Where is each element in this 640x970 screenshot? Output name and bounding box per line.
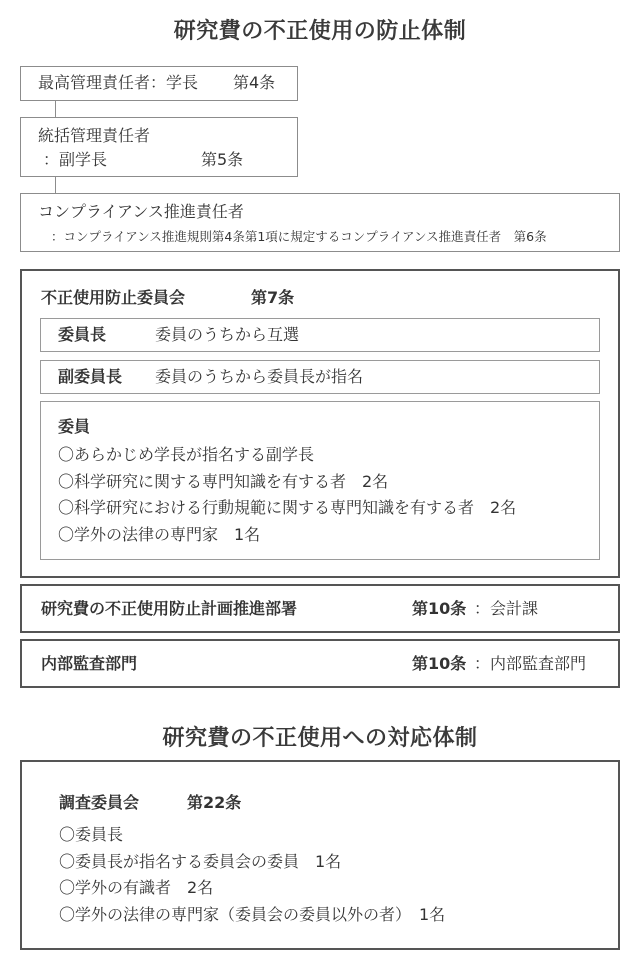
committee-name: 不正使用防止委員会 — [41, 288, 186, 307]
compliance-officer-box — [20, 193, 620, 252]
general-manager-article: 第5条 — [201, 150, 244, 169]
chair-desc: 委員のうちから互選 — [155, 325, 300, 344]
audit-dept-box — [20, 639, 620, 688]
investigation-member-item: 〇委員長 — [59, 825, 124, 844]
promotion-dept-assignee: ：会計課 — [474, 599, 539, 618]
general-manager-box — [20, 117, 298, 177]
member-item: 〇科学研究における行動規範に関する専門知識を有する者 2名 — [58, 498, 517, 517]
chief-officer-box — [20, 66, 298, 101]
audit-dept-assignee: ：内部監査部門 — [474, 654, 587, 673]
section1-title: 研究費の不正使用の防止体制 — [173, 19, 467, 44]
chair-role: 委員長 — [58, 325, 107, 344]
promotion-dept-box — [20, 584, 620, 633]
chief-officer-role: 最高管理責任者：学長 — [38, 73, 199, 92]
investigation-committee-article: 第22条 — [187, 793, 242, 812]
members-heading: 委員 — [58, 417, 91, 436]
investigation-committee-box — [20, 760, 620, 950]
vice-chair-desc: 委員のうちから委員長が指名 — [155, 367, 364, 386]
compliance-officer-role: コンプライアンス推進責任者 — [38, 202, 244, 221]
promotion-dept-article: 第10条 — [412, 599, 467, 618]
member-item: 〇あらかじめ学長が指名する副学長 — [58, 445, 315, 464]
section2-title: 研究費の不正使用への対応体制 — [162, 726, 478, 751]
vice-chair-box — [40, 360, 600, 394]
chief-officer-article: 第4条 — [233, 73, 276, 92]
compliance-officer-holder: ：コンプライアンス推進規則第4条第1項に規定するコンプライアンス推進責任者 第6条 — [51, 229, 547, 244]
vice-chair-role: 副委員長 — [58, 367, 123, 386]
investigation-member-item: 〇学外の有識者 2名 — [59, 878, 214, 897]
general-manager-role: 統括管理責任者 — [38, 126, 151, 145]
investigation-member-item: 〇学外の法律の専門家（委員会の委員以外の者） 1名 — [59, 905, 446, 924]
general-manager-holder: ：副学長 — [43, 150, 108, 169]
member-item: 〇科学研究に関する専門知識を有する者 2名 — [58, 472, 389, 491]
connector-line — [55, 101, 56, 117]
investigation-committee-name: 調査委員会 — [59, 793, 140, 812]
member-item: 〇学外の法律の専門家 1名 — [58, 525, 261, 544]
prevention-committee-box — [20, 269, 620, 578]
audit-dept-article: 第10条 — [412, 654, 467, 673]
promotion-dept-name: 研究費の不正使用防止計画推進部署 — [41, 599, 298, 618]
audit-dept-name: 内部監査部門 — [41, 654, 138, 673]
investigation-member-item: 〇委員長が指名する委員会の委員 1名 — [59, 852, 342, 871]
connector-line — [55, 177, 56, 193]
committee-article: 第7条 — [251, 288, 295, 307]
chair-box — [40, 318, 600, 352]
members-box — [40, 401, 600, 560]
